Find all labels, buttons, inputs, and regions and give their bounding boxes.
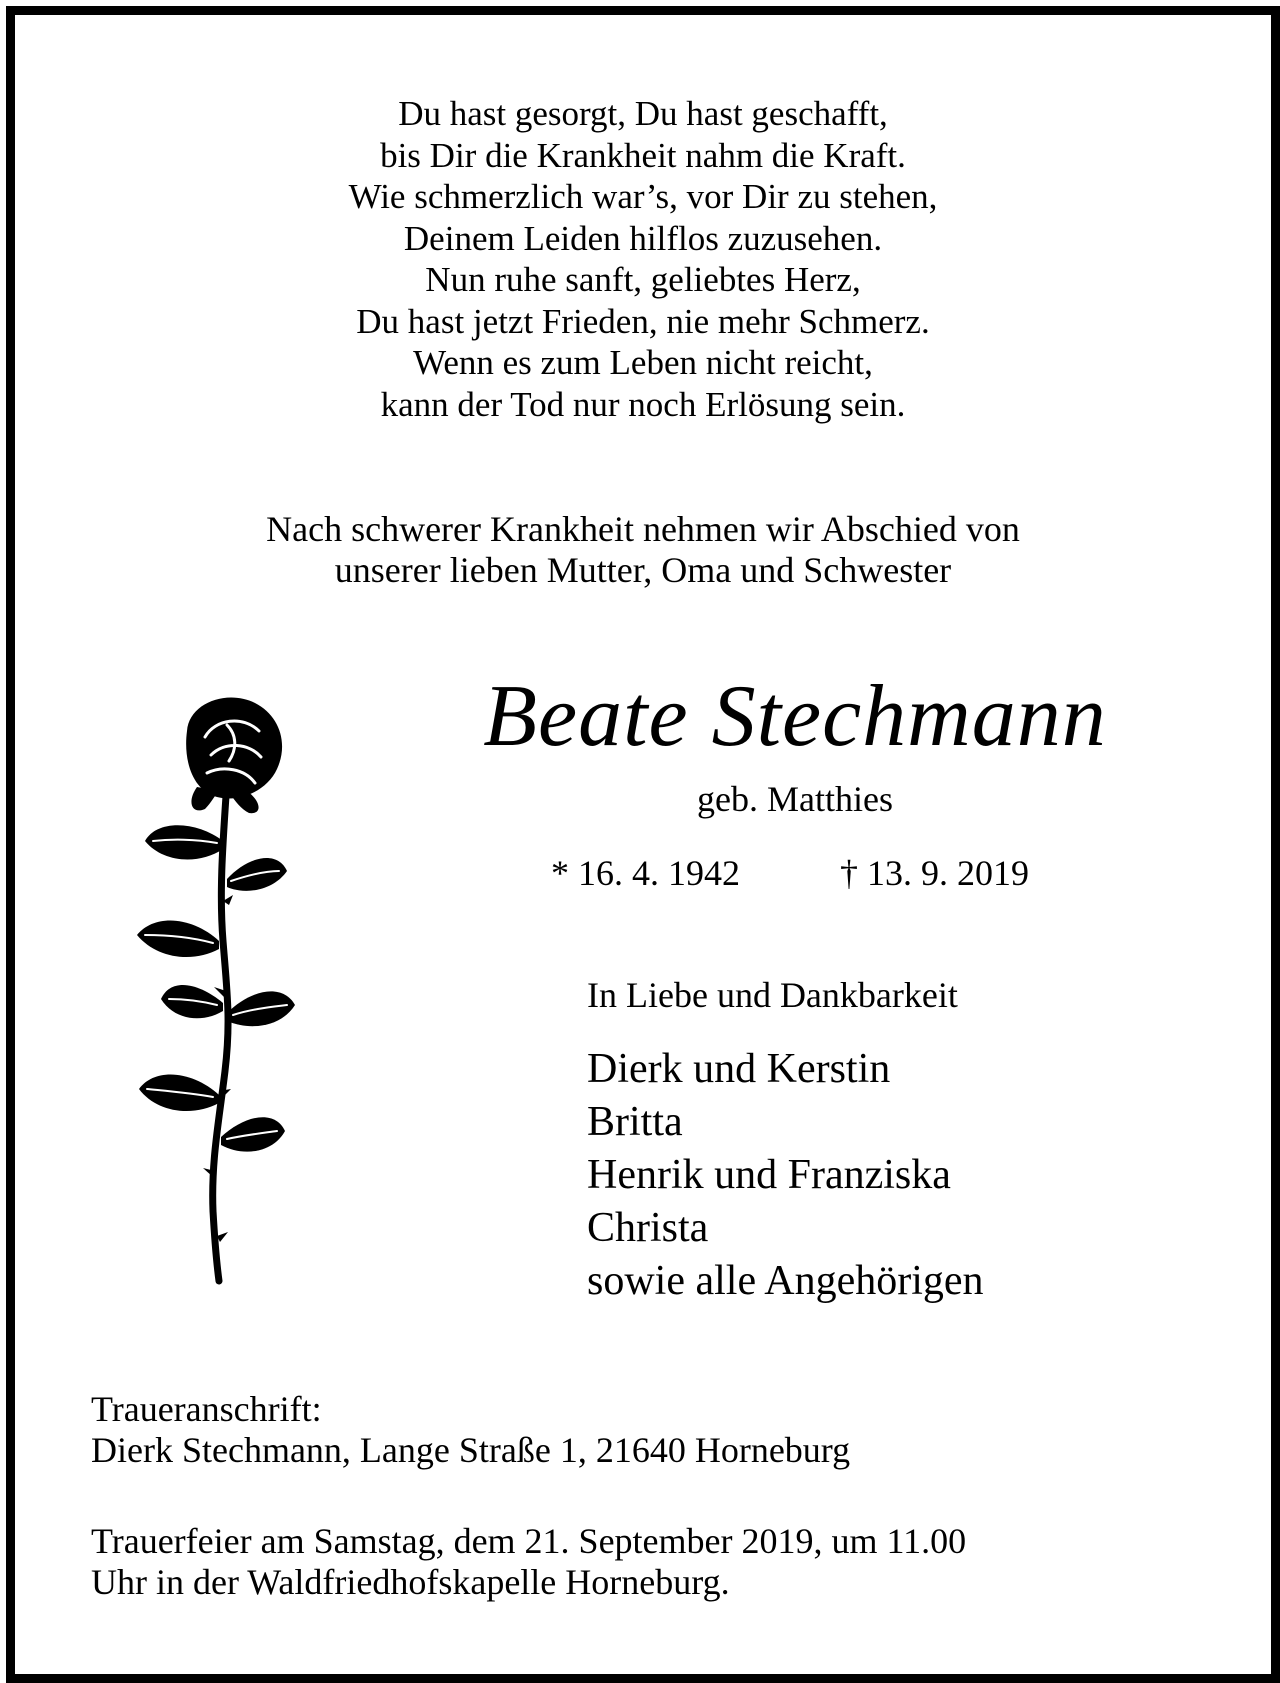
life-dates bbox=[551, 851, 1111, 895]
poem-line: kann der Tod nur noch Erlösung sein. bbox=[380, 384, 906, 424]
address-line: Dierk Stechmann, Lange Straße 1, 21640 Horneburg bbox=[91, 1430, 851, 1470]
maiden-name: geb. Matthies bbox=[697, 779, 893, 819]
birth-date: * 16. 4. 1942 bbox=[551, 853, 740, 893]
rose-icon bbox=[127, 691, 307, 1291]
address-label: Traueranschrift: bbox=[91, 1389, 322, 1429]
poem-line: Nun ruhe sanft, geliebtes Herz, bbox=[425, 260, 861, 299]
farewell-intro bbox=[15, 509, 1271, 591]
poem-line: Du hast gesorgt, Du hast geschafft, bbox=[398, 94, 888, 133]
mourner: sowie alle Angehörigen bbox=[587, 1258, 984, 1304]
death-date: † 13. 9. 2019 bbox=[840, 853, 1029, 893]
deceased-name: Beate Stechmann bbox=[483, 668, 1107, 765]
poem-line: bis Dir die Krankheit nahm die Kraft. bbox=[380, 135, 906, 175]
mourner: Henrik und Franziska bbox=[587, 1152, 951, 1198]
poem bbox=[15, 93, 1271, 425]
thanks-line: In Liebe und Dankbarkeit bbox=[587, 975, 958, 1015]
mourning-address bbox=[91, 1389, 850, 1471]
mourners-list bbox=[587, 1043, 984, 1308]
mourner: Britta bbox=[587, 1099, 683, 1145]
poem-line: Wie schmerzlich war’s, vor Dir zu stehen, bbox=[348, 177, 938, 216]
obituary-frame bbox=[6, 6, 1280, 1683]
service-line: Trauerfeier am Samstag, dem 21. September 2019, um 11.00 bbox=[91, 1521, 967, 1561]
intro-line: Nach schwerer Krankheit nehmen wir Abschied von bbox=[266, 509, 1020, 549]
poem-line: Wenn es zum Leben nicht reicht, bbox=[413, 343, 873, 382]
service-line: Uhr in der Waldfriedhofskapelle Horneburg. bbox=[91, 1562, 730, 1602]
funeral-service-info bbox=[91, 1521, 966, 1603]
intro-line: unserer lieben Mutter, Oma und Schwester bbox=[334, 550, 952, 590]
poem-line: Du hast jetzt Frieden, nie mehr Schmerz. bbox=[356, 301, 930, 341]
poem-line: Deinem Leiden hilflos zuzusehen. bbox=[403, 218, 883, 258]
mourner: Dierk und Kerstin bbox=[587, 1046, 891, 1092]
mourner: Christa bbox=[587, 1205, 709, 1251]
